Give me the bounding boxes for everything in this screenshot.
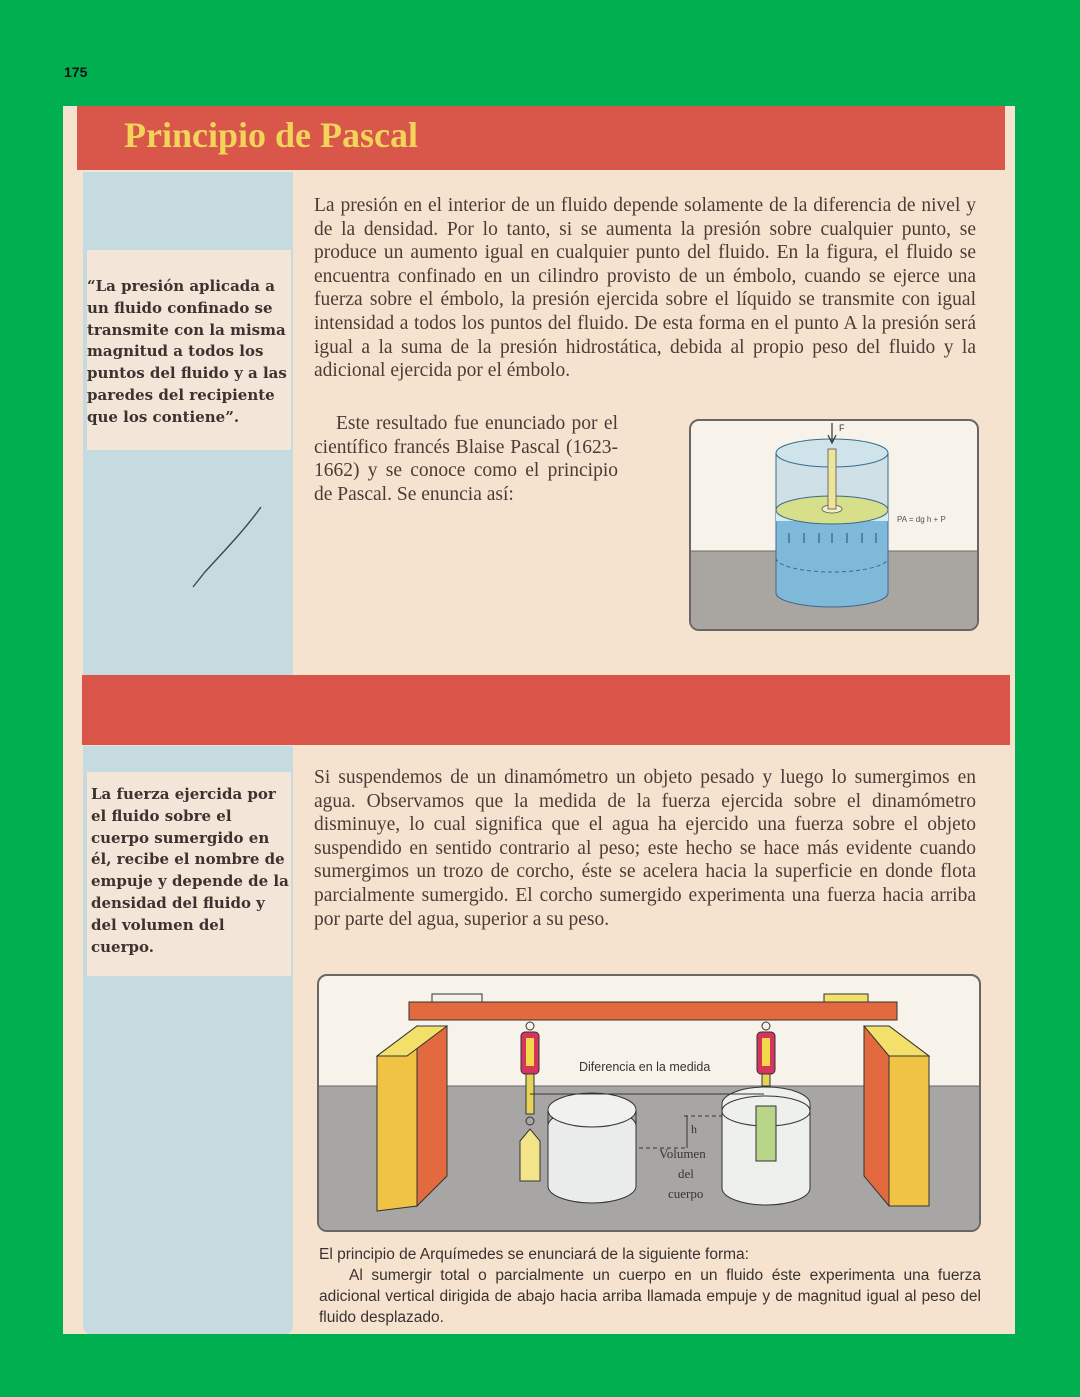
sidebar-quote-box — [87, 250, 291, 450]
piston-cylinder-diagram — [691, 421, 977, 629]
pressure-formula: PA = dg h + P — [897, 515, 946, 524]
caption-intro: El principio de Arquímedes se enunciará de la siguiente forma: — [319, 1246, 749, 1263]
intro-paragraph: La presión en el interior de un fluido depende solamente de la diferencia de nivel y de la densidad. Por lo tanto, si se aumenta la presión sobre cualquier punto, se produce un aumento igual en cualquier punto del fluido. En la figura, el fluido se encuentra confinado en un cilindro provisto de un émbolo, cuando se ejerce una fuerza sobre el émbolo, la presión ejercida sobre el líquido se transmite con igual intensidad a todos los puntos del fluido. De esta forma en el punto A la presión será igual a la suma de la presión hidrostática, debida al propio peso del fluido y la adicional ejercida por el émbolo. — [314, 195, 976, 382]
sidebar-quote: “La presión aplicada a un fluido confinado se transmite con la misma magnitud a todos los puntos del fluido y a las paredes del recipiente que los contiene”. — [87, 277, 287, 426]
force-label: F — [839, 423, 845, 433]
volume-label-3: cuerpo — [668, 1186, 704, 1201]
sidebar-note: La fuerza ejercida por el fluido sobre el cuerpo sumergido en él, recibe el nombre de empuje y depende de la densidad del fluido y del volumen del cuerpo. — [91, 785, 289, 956]
archimedes-caption — [319, 1244, 981, 1328]
section-title-bar-2 — [82, 675, 1010, 745]
pascal-paragraph: Este resultado fue enunciado por el científico francés Blaise Pascal (1623-1662) y se conoce como el principio de Pascal. Se enuncia así: — [314, 413, 618, 505]
section-title-bar — [77, 106, 1005, 170]
textbook-page — [63, 106, 1015, 1334]
archimedes-statement: Al sumergir total o parcialmente un cuerpo en un fluido éste experimenta una fuerza adicional vertical dirigida de abajo hacia arriba llamada empuje y de magnitud igual al peso del fluido desplazado. — [319, 1267, 981, 1326]
section-title: Principio de Pascal — [124, 115, 418, 155]
sidebar-note-box — [87, 772, 291, 976]
archimedes-figure — [317, 974, 981, 1232]
dynamometer-diagram — [319, 976, 979, 1230]
difference-label: Diferencia en la medida — [579, 1060, 711, 1074]
volume-label-1: Volumen — [659, 1146, 706, 1161]
height-label: h — [691, 1122, 697, 1136]
volume-label-2: del — [678, 1166, 694, 1181]
page-number: 175 — [64, 64, 88, 80]
pascal-figure — [689, 419, 979, 631]
buoyancy-paragraph: Si suspendemos de un dinamómetro un objeto pesado y luego lo sumergimos en agua. Observamos que la medida de la fuerza ejercida sobre el dinamómetro disminuye, lo cual significa que el agua ha ejercido una fuerza sobre el objeto suspendido en sentido contrario al peso; este hecho se hace más evidente cuando sumergimos un trozo de corcho, éste se acelera hacia la superficie en donde flota parcialmente sumergido. El corcho sumergido experimenta una fuerza hacia arriba por parte del agua, superior a su peso. — [314, 767, 976, 930]
